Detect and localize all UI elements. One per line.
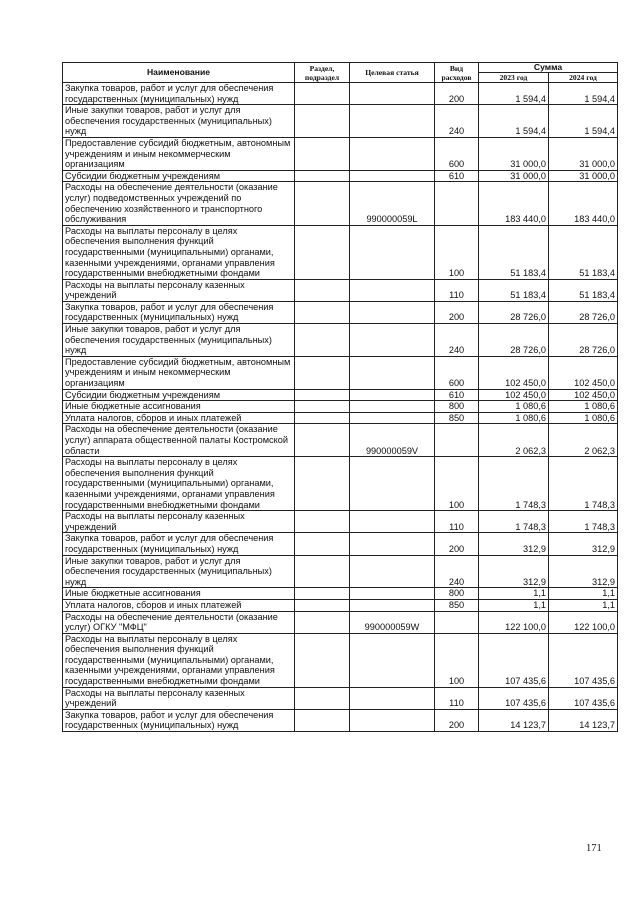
table-body [63,83,618,732]
table-row [63,633,618,687]
table-row [63,170,618,182]
cell-name: Расходы на выплаты персоналу казенных учреждений [63,279,295,301]
cell-sum-2024: 312,9 [549,555,618,588]
cell-expense-type: 600 [435,356,479,389]
cell-section [295,588,350,600]
cell-sum-2024: 1 594,4 [549,83,618,105]
cell-name: Расходы на выплаты персоналу казенных учреждений [63,511,295,533]
cell-target [350,324,435,357]
cell-section [295,412,350,424]
cell-section [295,709,350,731]
cell-target [350,588,435,600]
table-row [63,412,618,424]
cell-target [350,555,435,588]
cell-target [350,457,435,511]
cell-name: Предоставление субсидий бюджетным, автономным учреждениям и иным некоммерческим организациям [63,356,295,389]
cell-target [350,356,435,389]
cell-sum-2023: 102 450,0 [479,389,549,401]
cell-sum-2024: 14 123,7 [549,709,618,731]
table-row [63,401,618,413]
cell-section [295,137,350,170]
table-row [63,511,618,533]
cell-expense-type: 800 [435,588,479,600]
cell-sum-2024: 28 726,0 [549,301,618,323]
cell-name: Расходы на выплаты персоналу в целях обеспечения выполнения функций государственными (муниципальными) органами, казенными учреждениями, органами управления государственными внебюджетными фондами [63,225,295,279]
header-year-2024: 2024 год [549,73,618,83]
cell-name: Предоставление субсидий бюджетным, автономным учреждениям и иным некоммерческим организациям [63,137,295,170]
cell-section [295,533,350,555]
cell-name: Субсидии бюджетным учреждениям [63,389,295,401]
cell-sum-2023: 102 450,0 [479,356,549,389]
cell-sum-2024: 107 435,6 [549,633,618,687]
cell-sum-2023: 31 000,0 [479,170,549,182]
table-row [63,301,618,323]
cell-name: Расходы на обеспечение деятельности (оказание услуг) подведомственных учреждений по обеспечению хозяйственного и транспортного обслуживания [63,182,295,225]
cell-target [350,511,435,533]
cell-name: Иные закупки товаров, работ и услуг для обеспечения государственных (муниципальных) нужд [63,324,295,357]
table-row [63,687,618,709]
page-number: 171 [586,843,602,854]
table-row [63,457,618,511]
cell-expense-type: 240 [435,324,479,357]
cell-section [295,424,350,457]
cell-section [295,457,350,511]
cell-sum-2024: 28 726,0 [549,324,618,357]
cell-section [295,687,350,709]
cell-target [350,412,435,424]
cell-name: Закупка товаров, работ и услуг для обеспечения государственных (муниципальных) нужд [63,301,295,323]
cell-sum-2023: 107 435,6 [479,687,549,709]
cell-expense-type [435,182,479,225]
cell-sum-2023: 312,9 [479,533,549,555]
header-section: Раздел, подраздел [295,63,350,83]
cell-sum-2023: 107 435,6 [479,633,549,687]
header-target: Целевая статья [350,63,435,83]
cell-sum-2023: 1,1 [479,599,549,611]
cell-expense-type: 850 [435,412,479,424]
table-row [63,599,618,611]
table-row [63,137,618,170]
cell-sum-2023: 122 100,0 [479,611,549,633]
cell-sum-2024: 183 440,0 [549,182,618,225]
cell-expense-type: 200 [435,83,479,105]
cell-expense-type: 610 [435,389,479,401]
cell-sum-2024: 1 594,4 [549,105,618,138]
cell-sum-2024: 102 450,0 [549,356,618,389]
table-row [63,105,618,138]
table-row [63,324,618,357]
cell-expense-type: 110 [435,279,479,301]
cell-name: Расходы на обеспечение деятельности (оказание услуг) ОГКУ "МФЦ" [63,611,295,633]
cell-sum-2023: 183 440,0 [479,182,549,225]
cell-sum-2023: 1 080,6 [479,412,549,424]
cell-sum-2024: 1 748,3 [549,511,618,533]
cell-target [350,170,435,182]
cell-name: Расходы на выплаты персоналу в целях обеспечения выполнения функций государственными (муниципальными) органами, казенными учреждениями, органами управления государственными внебюджетными фондами [63,633,295,687]
cell-expense-type: 100 [435,633,479,687]
table-row [63,83,618,105]
cell-name: Уплата налогов, сборов и иных платежей [63,599,295,611]
table-row [63,588,618,600]
cell-section [295,633,350,687]
table-row [63,279,618,301]
cell-sum-2024: 1 080,6 [549,401,618,413]
cell-expense-type: 200 [435,533,479,555]
cell-expense-type: 240 [435,555,479,588]
cell-name: Иные закупки товаров, работ и услуг для обеспечения государственных (муниципальных) нужд [63,105,295,138]
cell-sum-2024: 31 000,0 [549,137,618,170]
cell-expense-type: 200 [435,709,479,731]
cell-name: Расходы на обеспечение деятельности (оказание услуг) аппарата общественной палаты Костромской области [63,424,295,457]
cell-target [350,137,435,170]
cell-expense-type: 200 [435,301,479,323]
cell-expense-type: 240 [435,105,479,138]
header-sum: Сумма [479,63,618,73]
cell-target [350,301,435,323]
cell-sum-2023: 28 726,0 [479,301,549,323]
header-expense-type: Вид расходов [435,63,479,83]
cell-sum-2024: 51 183,4 [549,279,618,301]
cell-section [295,511,350,533]
table-row [63,225,618,279]
cell-sum-2024: 1,1 [549,599,618,611]
cell-sum-2023: 28 726,0 [479,324,549,357]
cell-target [350,401,435,413]
cell-target [350,599,435,611]
cell-sum-2024: 51 183,4 [549,225,618,279]
cell-sum-2024: 1 080,6 [549,412,618,424]
cell-name: Закупка товаров, работ и услуг для обеспечения государственных (муниципальных) нужд [63,533,295,555]
cell-target [350,709,435,731]
cell-section [295,401,350,413]
cell-expense-type: 610 [435,170,479,182]
cell-target: 990000059W [350,611,435,633]
cell-name: Субсидии бюджетным учреждениям [63,170,295,182]
cell-sum-2024: 107 435,6 [549,687,618,709]
cell-sum-2023: 1 594,4 [479,105,549,138]
table-row [63,555,618,588]
cell-name: Расходы на выплаты персоналу казенных учреждений [63,687,295,709]
cell-expense-type: 600 [435,137,479,170]
cell-target [350,633,435,687]
cell-name: Иные закупки товаров, работ и услуг для обеспечения государственных (муниципальных) нужд [63,555,295,588]
cell-name: Иные бюджетные ассигнования [63,588,295,600]
cell-expense-type [435,424,479,457]
cell-sum-2024: 312,9 [549,533,618,555]
cell-section [295,555,350,588]
cell-sum-2023: 1,1 [479,588,549,600]
cell-section [295,105,350,138]
cell-section [295,182,350,225]
cell-expense-type: 110 [435,687,479,709]
cell-expense-type [435,611,479,633]
cell-section [295,611,350,633]
cell-target [350,533,435,555]
cell-expense-type: 800 [435,401,479,413]
cell-section [295,301,350,323]
cell-sum-2024: 122 100,0 [549,611,618,633]
cell-target [350,389,435,401]
cell-sum-2023: 1 748,3 [479,511,549,533]
cell-target [350,225,435,279]
cell-sum-2023: 31 000,0 [479,137,549,170]
table-row [63,424,618,457]
cell-sum-2024: 31 000,0 [549,170,618,182]
cell-name: Расходы на выплаты персоналу в целях обеспечения выполнения функций государственными (муниципальными) органами, казенными учреждениями, органами управления государственными внебюджетными фондами [63,457,295,511]
cell-target: 990000059V [350,424,435,457]
cell-target [350,105,435,138]
cell-sum-2023: 14 123,7 [479,709,549,731]
table-row [63,709,618,731]
cell-expense-type: 850 [435,599,479,611]
cell-sum-2024: 1 748,3 [549,457,618,511]
table-row [63,611,618,633]
cell-section [295,225,350,279]
cell-sum-2023: 1 594,4 [479,83,549,105]
table-row [63,533,618,555]
cell-section [295,389,350,401]
cell-sum-2023: 2 062,3 [479,424,549,457]
cell-sum-2024: 1,1 [549,588,618,600]
cell-name: Закупка товаров, работ и услуг для обеспечения государственных (муниципальных) нужд [63,83,295,105]
cell-sum-2023: 51 183,4 [479,225,549,279]
cell-section [295,356,350,389]
table-row [63,389,618,401]
cell-section [295,599,350,611]
cell-section [295,170,350,182]
budget-table [62,62,618,732]
cell-name: Уплата налогов, сборов и иных платежей [63,412,295,424]
cell-name: Закупка товаров, работ и услуг для обеспечения государственных (муниципальных) нужд [63,709,295,731]
cell-section [295,279,350,301]
table-row [63,356,618,389]
header-year-2023: 2023 год [479,73,549,83]
cell-sum-2023: 312,9 [479,555,549,588]
cell-sum-2023: 1 080,6 [479,401,549,413]
cell-sum-2024: 2 062,3 [549,424,618,457]
cell-sum-2023: 1 748,3 [479,457,549,511]
cell-target: 990000059L [350,182,435,225]
cell-target [350,279,435,301]
cell-section [295,324,350,357]
table-row [63,182,618,225]
cell-expense-type: 100 [435,225,479,279]
cell-sum-2023: 51 183,4 [479,279,549,301]
cell-name: Иные бюджетные ассигнования [63,401,295,413]
cell-expense-type: 110 [435,511,479,533]
cell-target [350,687,435,709]
cell-sum-2024: 102 450,0 [549,389,618,401]
cell-target [350,83,435,105]
cell-section [295,83,350,105]
header-name: Наименование [63,63,295,83]
cell-expense-type: 100 [435,457,479,511]
